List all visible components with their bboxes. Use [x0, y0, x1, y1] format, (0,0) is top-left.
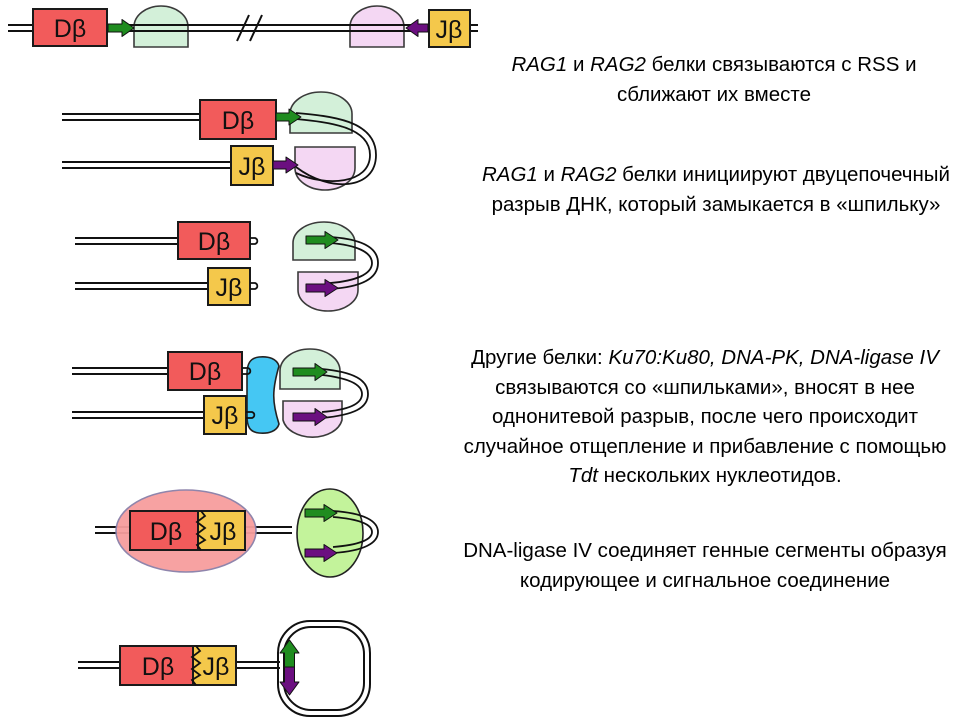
caption-step1: RAG1 и RAG2 белки связываются с RSS и сближают их вместе — [511, 53, 917, 106]
rss-arrow-purple — [406, 20, 428, 37]
step6-products — [78, 621, 370, 716]
step4-nhej-processing — [72, 349, 368, 437]
j-segment-label: Jβ — [435, 16, 463, 44]
j-segment-label: Jβ — [211, 402, 239, 430]
rag-protein-green — [134, 6, 188, 47]
rss-arrow-purple — [280, 667, 299, 695]
caption-step3: Другие белки: Ku70:Ku80, DNA-PK, DNA-ligase IV связываются со «шпильками», вносят в нее однонитевой разрыв, после чего происходит случайное отщепление и прибавление с помощью Tdt нескольких нуклеотидов. — [463, 346, 947, 487]
dna-strand — [75, 238, 178, 244]
d-segment-label: Dβ — [221, 107, 255, 135]
dna-strand — [78, 662, 120, 668]
rss-arrow-green — [108, 20, 134, 37]
d-segment-label: Dβ — [141, 653, 175, 681]
dna-strand — [62, 162, 233, 168]
d-segment-label: Dβ — [197, 228, 231, 256]
j-segment-label: Jβ — [209, 518, 237, 546]
rag-protein-pink — [350, 6, 404, 47]
d-segment-label: Dβ — [149, 518, 183, 546]
dna-strand — [75, 283, 208, 289]
step2-synapsis — [62, 92, 376, 190]
dna-strand — [62, 114, 202, 120]
j-segment-label: Jβ — [238, 153, 266, 181]
signal-joint-circle — [284, 627, 364, 710]
d-segment-label: Dβ — [53, 15, 87, 43]
j-segment-label: Jβ — [215, 274, 243, 302]
caption-step4: DNA-ligase IV соединяет генные сегменты образуя кодирующее и сигнальное соединение — [463, 539, 947, 592]
step1-rss-binding — [8, 6, 478, 47]
j-segment-label: Jβ — [202, 653, 230, 681]
dna-hairpin — [250, 238, 257, 244]
dna-strand — [235, 662, 280, 668]
ku-dnapk-protein — [247, 357, 279, 433]
step5-ligation — [95, 489, 378, 577]
d-segment-label: Dβ — [188, 358, 222, 386]
dna-strand — [72, 412, 204, 418]
rss-arrow-green — [280, 640, 299, 668]
dna-strand — [72, 368, 168, 374]
dna-break-mark — [237, 15, 262, 41]
caption-step2: RAG1 и RAG2 белки инициируют двуцепочечный разрыв ДНК, который замыкается в «шпильку» — [481, 163, 950, 216]
dna-hairpin — [250, 283, 257, 289]
signal-joint-complex — [297, 489, 363, 577]
step3-hairpin-cleavage — [75, 222, 378, 311]
